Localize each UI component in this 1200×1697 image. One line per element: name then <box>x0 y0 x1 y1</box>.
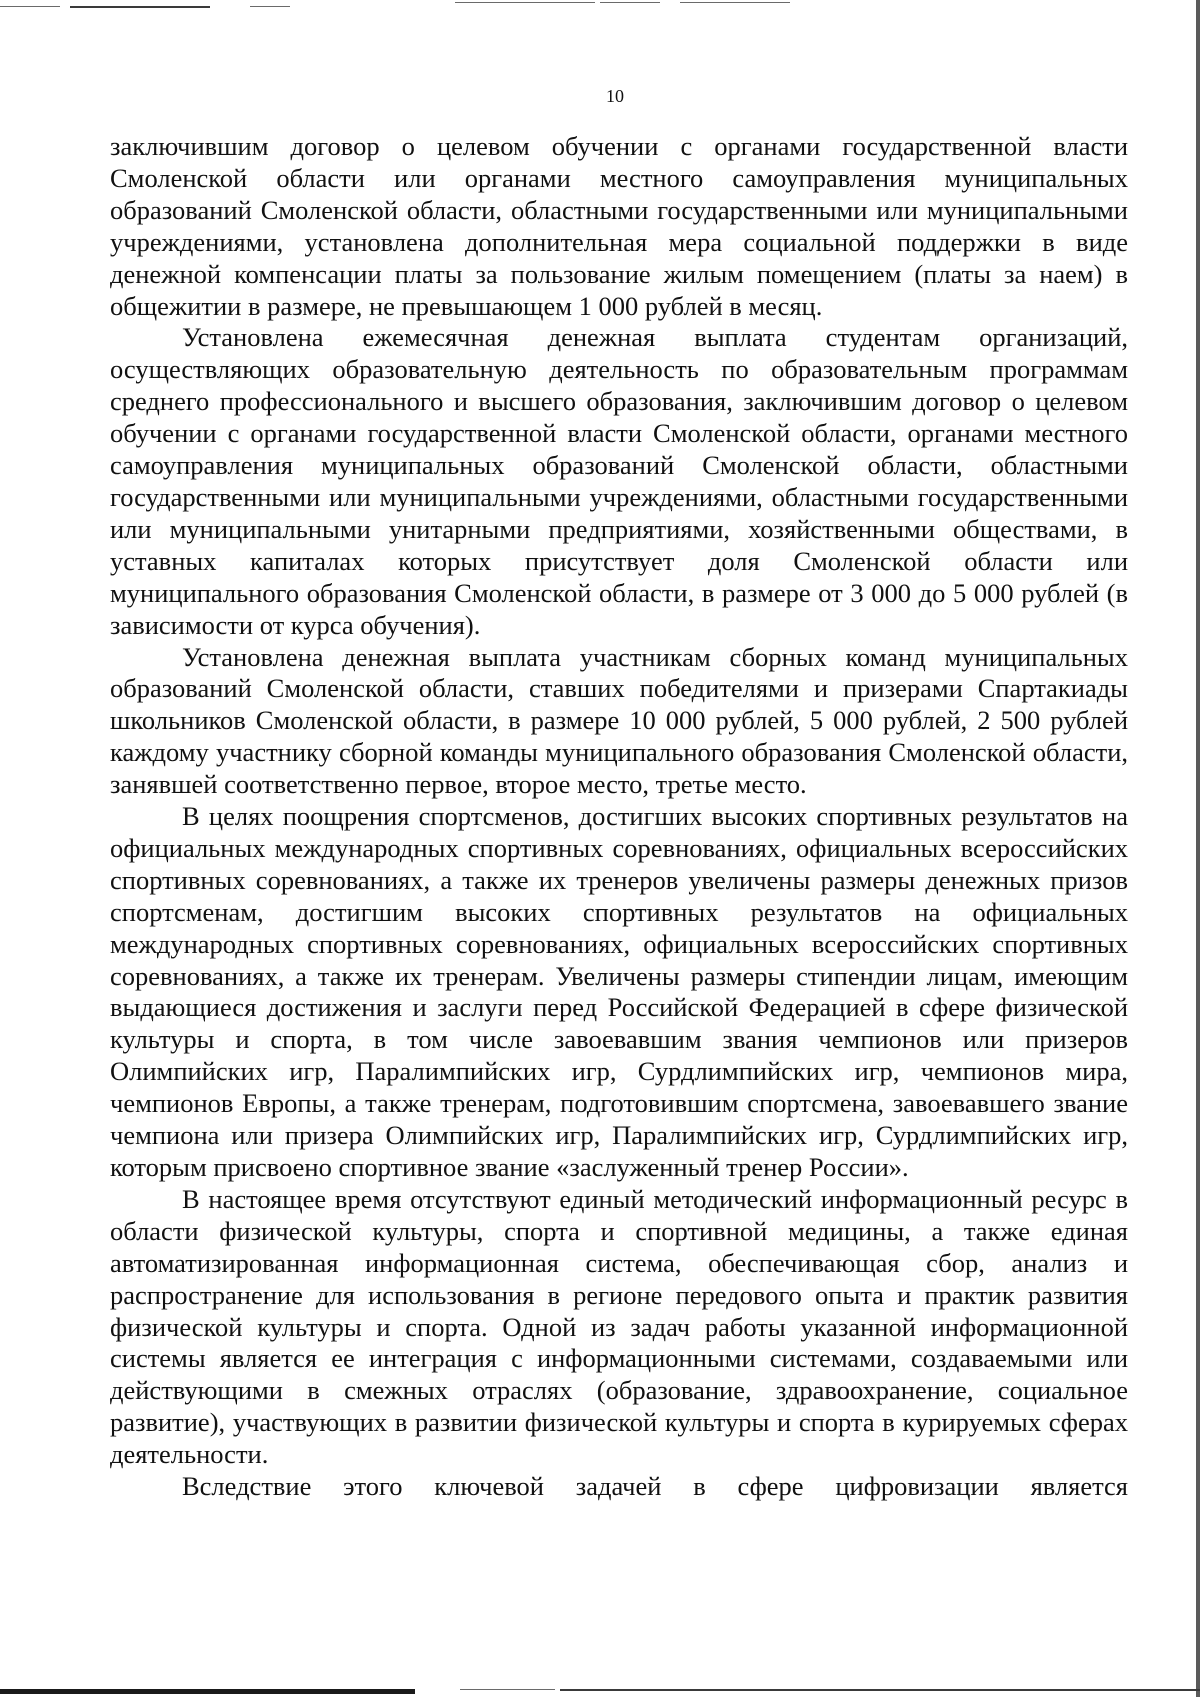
paragraph-4: В целях поощрения спортсменов, достигших высоких спортивных результатов на официальных международных спортивных соревнованиях, официальных всероссийских спортивных соревнованиях, а также их тренеров увеличены размеры денежных призов спортсменам, достигшим высоких спортивных результатов на официальных международных спортивных соревнованиях, официальных всероссийских спортивных соревнованиях, а также их тренерам. Увеличены размеры стипендии лицам, имеющим выдающиеся достижения и заслуги перед Российской Федерацией в сфере физической культуры и спорта, в том числе завоевавшим звания чемпионов или призеров Олимпийских игр, Паралимпийских игр, Сурдлимпийских игр, чемпионов мира, чемпионов Европы, а также тренерам, подготовившим спортсмена, завоевавшего звание чемпиона или призера Олимпийских игр, Паралимпийских игр, Сурдлимпийских игр, которым присвоено спортивное звание «заслуженный тренер России». <box>110 801 1128 1182</box>
paragraph-1: заключившим договор о целевом обучении с органами государственной власти Смоленской области или органами местного самоуправления муниципальных образований Смоленской области, областными государственными или муниципальными учреждениями, установлена дополнительная мера социальной поддержки в виде денежной компенсации платы за пользование жилым помещением (платы за наем) в общежитии в размере, не превышающем 1 000 рублей в месяц. <box>110 131 1128 321</box>
scan-artifact-top-4 <box>455 2 595 3</box>
scan-artifact-bottom-3 <box>560 1689 1200 1691</box>
scan-artifact-top-2 <box>70 6 210 8</box>
scan-artifact-bottom-1 <box>0 1689 415 1694</box>
scan-artifact-top-5 <box>600 2 660 3</box>
scan-artifact-top-3 <box>250 6 290 7</box>
scan-right-edge <box>1196 0 1200 1697</box>
paragraph-2: Установлена ежемесячная денежная выплата студентам организаций, осуществляющих образовательную деятельность по образовательным программам среднего профессионального и высшего образования, заключившим договор о целевом обучении с органами государственной власти Смоленской области, органами местного самоуправления муниципальных образований Смоленской области, областными государственными или муниципальными учреждениями, областными государственными или муниципальными унитарными предприятиями, хозяйственными обществами, в уставных капиталах которых присутствует доля Смоленской области или муниципального образования Смоленской области, в размере от 3 000 до 5 000 рублей (в зависимости от курса обучения). <box>110 322 1128 640</box>
paragraph-6: Вследствие этого ключевой задачей в сфере цифровизации является <box>182 1471 1128 1502</box>
paragraph-5: В настоящее время отсутствуют единый методический информационный ресурс в области физической культуры, спорта и спортивной медицины, а также единая автоматизированная информационная система, обеспечивающая сбор, анализ и распространение для использования в регионе передового опыта и практик развития физической культуры и спорта. Одной из задач работы указанной информационной системы является ее интеграция с информационными системами, создаваемыми или действующими в смежных отраслях (образование, здравоохранение, социальное развитие), участвующих в развитии физической культуры и спорта в курируемых сферах деятельности. <box>110 1183 1128 1470</box>
paragraph-3: Установлена денежная выплата участникам сборных команд муниципальных образований Смоленской области, ставших победителями и призерами Спартакиады школьников Смоленской области, в размере 10 000 рублей, 5 000 рублей, 2 500 рублей каждому участнику сборной команды муниципального образования Смоленской области, занявшей соответственно первое, второе место, третье место. <box>110 641 1128 800</box>
scan-artifact-bottom-2 <box>460 1689 555 1690</box>
scan-artifact-top-6 <box>680 2 790 3</box>
page-number: 10 <box>606 86 624 106</box>
document-body <box>110 131 1128 1503</box>
scan-artifact-top-1 <box>0 6 60 7</box>
